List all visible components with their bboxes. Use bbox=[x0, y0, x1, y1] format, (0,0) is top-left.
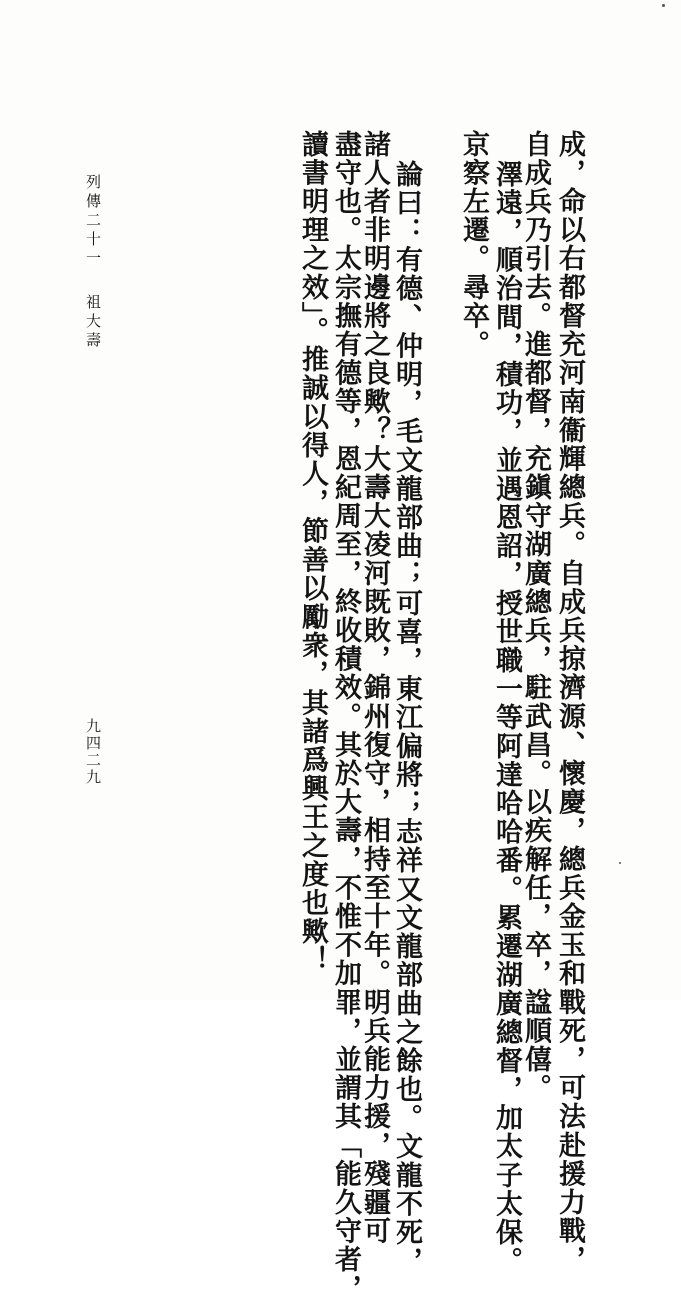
text-column-3: 澤遠，順治間，積功，並遇恩詔，授世職一等阿達哈哈番。累遷湖廣總督，加太子太保。 bbox=[491, 160, 522, 1276]
scan-speck bbox=[619, 862, 621, 864]
text-column-2: 自成兵乃引去。進都督，充鎭守湖廣總兵，駐武昌。以疾解任，卒，諡順僖。 bbox=[520, 130, 551, 1103]
text-column-7: 盡守也。太宗撫有德等，恩紀周至，終收積效。其於大壽，不惟不加罪，並謂其「能久守者， bbox=[330, 130, 361, 1303]
page-number: 九四二九 bbox=[84, 718, 102, 786]
scan-speck bbox=[662, 4, 665, 7]
running-head-chapter: 列傳二十一 bbox=[84, 174, 102, 269]
text-column-6: 諸人者非明邊將之良歟？大壽大凌河既敗，錦州復守，相持至十年。明兵能力援，殘疆可 bbox=[359, 130, 390, 1246]
text-column-1: 成，命以右都督充河南衞輝總兵。自成兵掠濟源、懷慶，總兵金玉和戰死，可法赴援力戰， bbox=[554, 130, 585, 1274]
running-head-person: 祖大壽 bbox=[84, 294, 102, 351]
text-column-8: 讀書明理之效」。推誠以得人，節善以勵衆，其諸爲興王之度也歟！ bbox=[297, 130, 328, 975]
text-column-5: 論曰：有德、仲明，毛文龍部曲；可喜，東江偏將；志祥又文龍部曲之餘也。文龍不死， bbox=[391, 160, 422, 1276]
text-column-4: 京察左遷。尋卒。 bbox=[458, 130, 489, 359]
